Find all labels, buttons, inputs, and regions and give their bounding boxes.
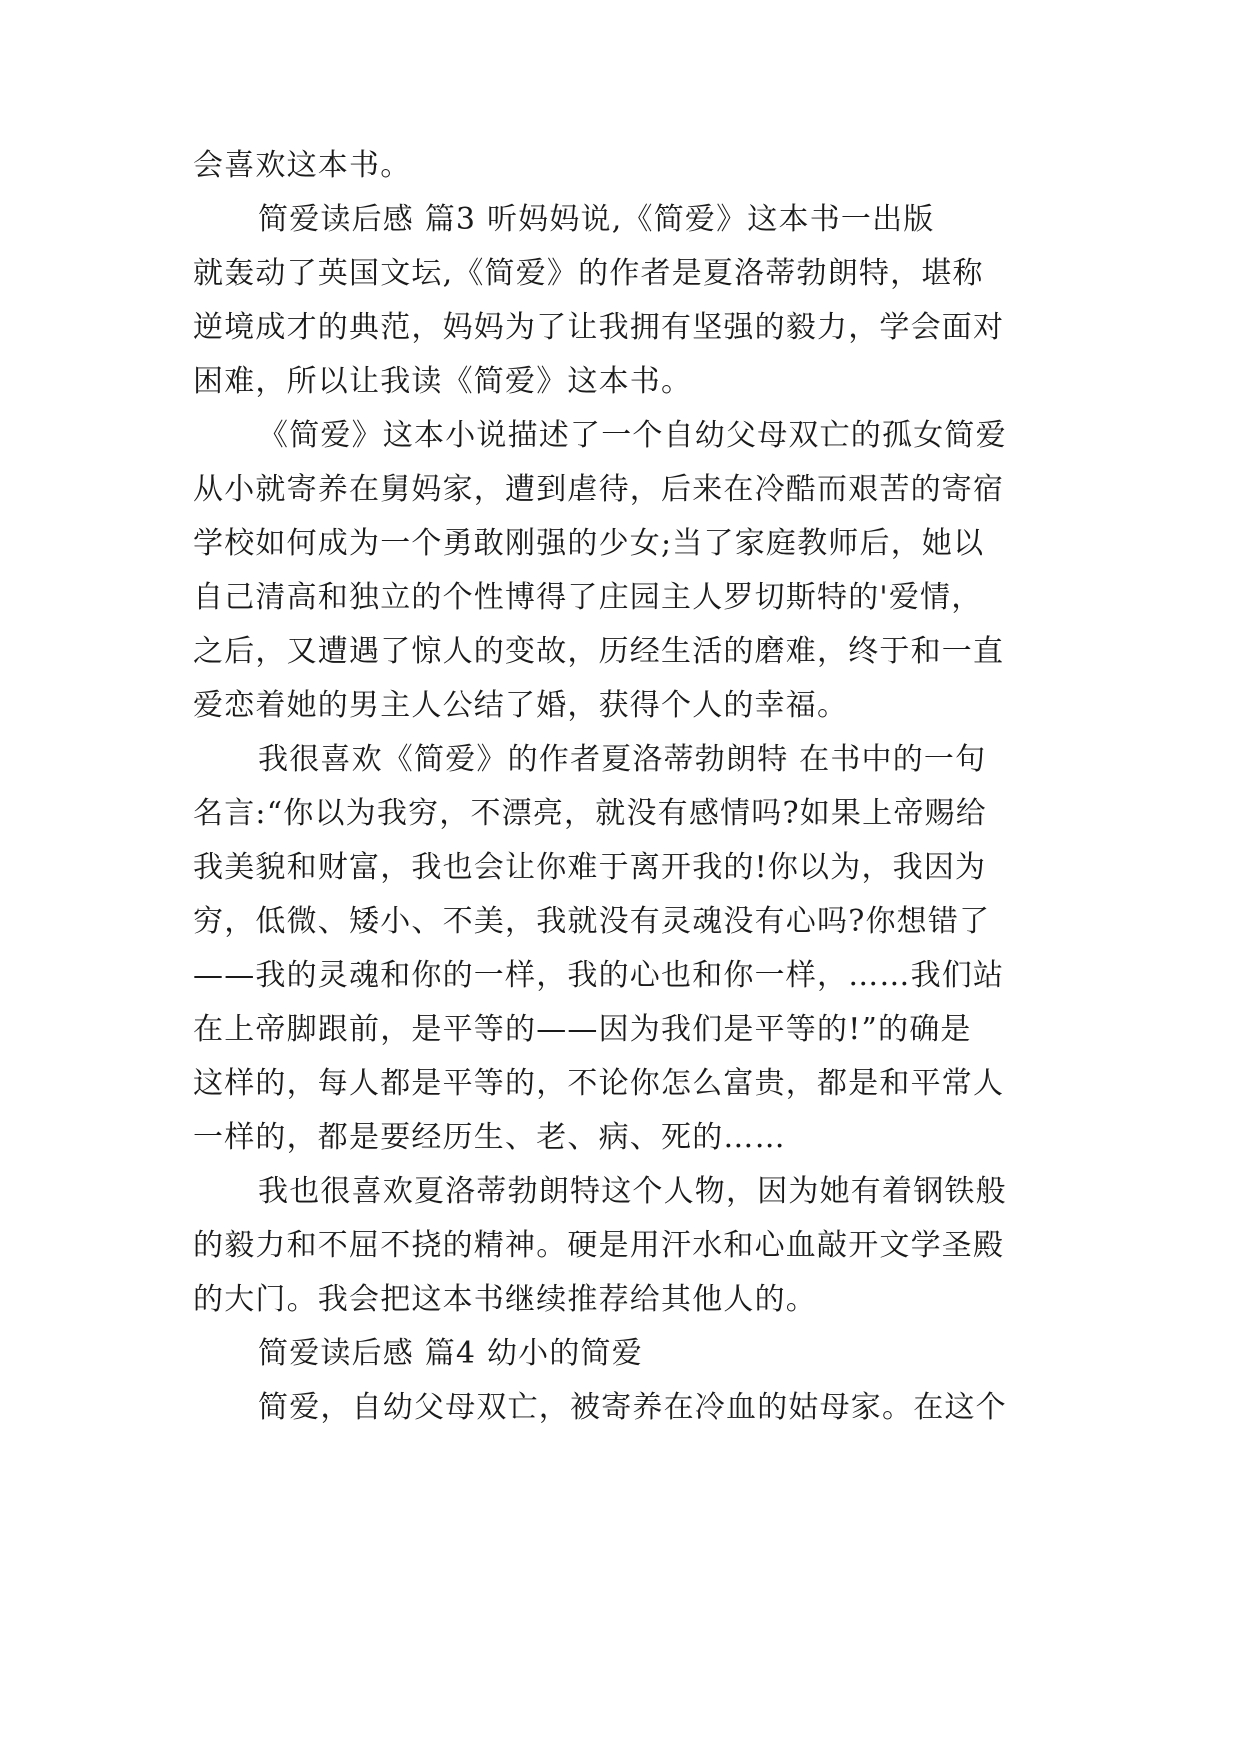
text-line-19: 一样的，都是要经历生、老、病、死的…… [193, 1120, 786, 1155]
text-line-17: 在上帝脚跟前，是平等的——因为我们是平等的!”的确是 [193, 1012, 972, 1047]
section-heading-4: 简爱读后感 篇4 幼小的简爱 [258, 1336, 643, 1371]
text-line-20: 我也很喜欢夏洛蒂勃朗特这个人物，因为她有着钢铁般 [258, 1174, 1007, 1209]
text-line-16: ——我的灵魂和你的一样，我的心也和你一样，……我们站 [193, 958, 1005, 993]
text-line-24: 简爱，自幼父母双亡，被寄养在冷血的姑母家。在这个 [258, 1390, 1007, 1425]
text-line-3: 就轰动了英国文坛,《简爱》的作者是夏洛蒂勃朗特，堪称 [193, 256, 984, 291]
text-line-11: 爱恋着她的男主人公结了婚，获得个人的幸福。 [193, 688, 849, 723]
text-line-14: 我美貌和财富，我也会让你难于离开我的!你以为，我因为 [193, 850, 987, 885]
section-heading-3: 简爱读后感 篇3 听妈妈说,《简爱》这本书一出版 [258, 202, 935, 237]
text-line-6: 《简爱》这本小说描述了一个自幼父母双亡的孤女简爱 [258, 418, 1007, 453]
text-line-5: 困难，所以让我读《简爱》这本书。 [193, 364, 693, 399]
text-line-8: 学校如何成为一个勇敢刚强的少女;当了家庭教师后，她以 [193, 526, 985, 561]
text-line-18: 这样的，每人都是平等的，不论你怎么富贵，都是和平常人 [193, 1066, 1005, 1101]
text-line-1: 会喜欢这本书。 [193, 148, 412, 183]
text-line-7: 从小就寄养在舅妈家，遭到虐待，后来在冷酷而艰苦的寄宿 [193, 472, 1005, 507]
text-line-13: 名言:“你以为我穷，不漂亮，就没有感情吗?如果上帝赐给 [193, 796, 987, 831]
text-line-12: 我很喜欢《简爱》的作者夏洛蒂勃朗特 在书中的一句 [258, 742, 987, 777]
text-line-10: 之后，又遭遇了惊人的变故，历经生活的磨难，终于和一直 [193, 634, 1005, 669]
text-line-9: 自己清高和独立的个性博得了庄园主人罗切斯特的'爱情， [193, 580, 983, 615]
text-line-4: 逆境成才的典范，妈妈为了让我拥有坚强的毅力，学会面对 [193, 310, 1005, 345]
text-line-22: 的大门。我会把这本书继续推荐给其他人的。 [193, 1282, 817, 1317]
text-line-15: 穷，低微、矮小、不美，我就没有灵魂没有心吗?你想错了 [193, 904, 991, 939]
text-line-21: 的毅力和不屈不挠的精神。硬是用汗水和心血敲开文学圣殿 [193, 1228, 1005, 1263]
